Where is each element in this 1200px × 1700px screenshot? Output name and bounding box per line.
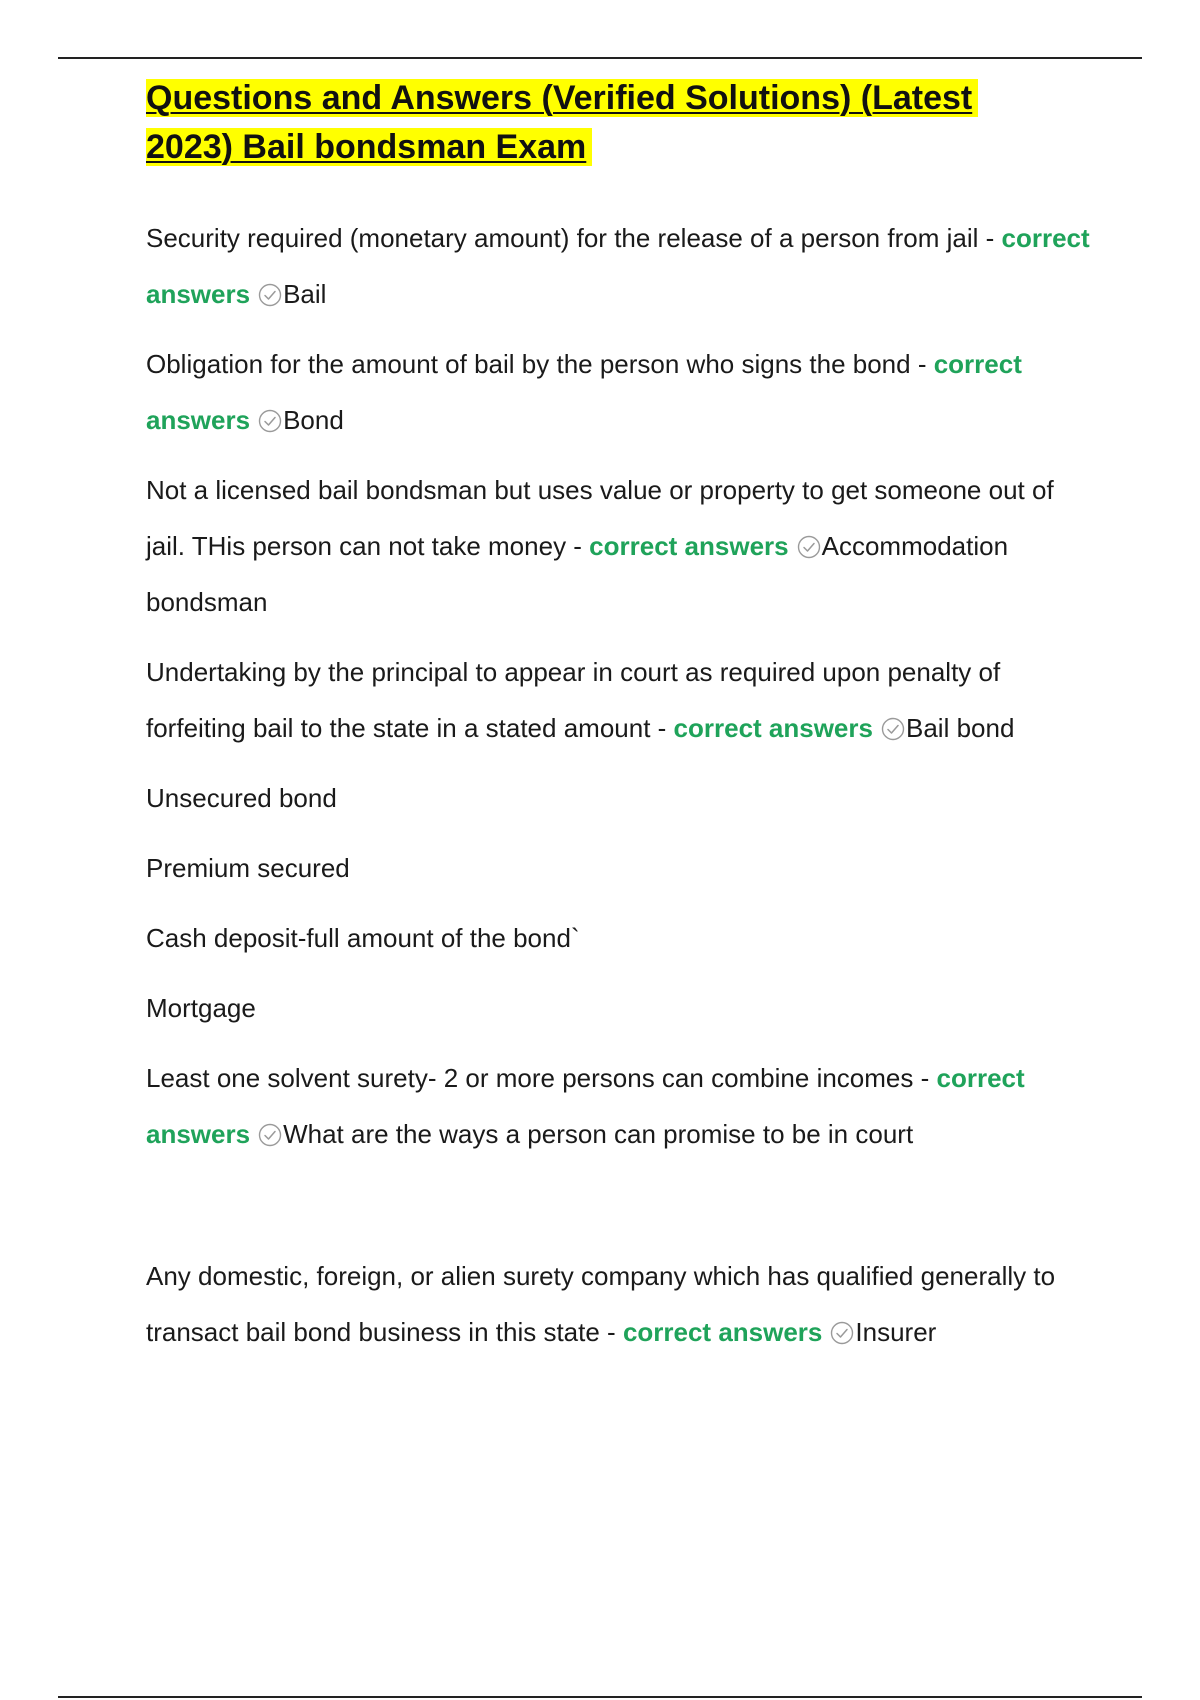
list-line: Unsecured bond xyxy=(146,783,337,813)
document-page xyxy=(146,74,1096,1374)
qa-entry xyxy=(146,644,1096,756)
question-text: Undertaking by the principal to appear in court as required upon penalty of forfeiting bail to the state in a stated amount - xyxy=(146,657,1001,743)
question-text: Least one solvent surety- 2 or more persons can combine incomes - xyxy=(146,1063,937,1093)
answer-label: correct answers xyxy=(146,349,1022,435)
question-text: Not a licensed bail bondsman but uses value or property to get someone out of jail. THis person can not take money - xyxy=(146,475,1054,561)
top-rule xyxy=(58,57,1142,59)
page-title xyxy=(146,74,1096,172)
answer-text: Insurer xyxy=(855,1317,937,1347)
answer-text: Bond xyxy=(283,405,344,435)
list-line: Premium secured xyxy=(146,853,350,883)
answer-label: correct answers xyxy=(673,713,873,743)
check-circle-icon xyxy=(258,409,282,433)
answer-text: Accommodation bondsman xyxy=(146,531,1009,617)
answer-text: What are the ways a person can promise to be in court xyxy=(283,1119,914,1149)
list-line: Cash deposit-full amount of the bond` xyxy=(146,923,580,953)
question-text: Any domestic, foreign, or alien surety company which has qualified generally to transact bail bond business in this state - xyxy=(146,1261,1056,1347)
check-circle-icon xyxy=(258,283,282,307)
qa-entry xyxy=(146,462,1096,630)
bottom-rule xyxy=(58,1696,1142,1698)
title-line-1: Questions and Answers (Verified Solutions) (Latest xyxy=(146,79,978,117)
spacer xyxy=(146,1176,1096,1248)
answer-label: correct answers xyxy=(622,1317,823,1347)
check-circle-icon xyxy=(258,1123,282,1147)
question-text: Security required (monetary amount) for the release of a person from jail - xyxy=(146,223,1002,253)
answer-label: correct answers xyxy=(146,223,1090,309)
title-line-2: 2023) Bail bondsman Exam xyxy=(146,128,592,166)
qa-entry xyxy=(146,210,1096,322)
check-circle-icon xyxy=(881,717,905,741)
qa-entry xyxy=(146,1050,1096,1162)
qa-entry xyxy=(146,1248,1096,1360)
check-circle-icon xyxy=(797,535,821,559)
answer-label: correct answers xyxy=(146,1063,1025,1149)
question-text: Obligation for the amount of bail by the person who signs the bond - xyxy=(146,349,934,379)
qa-entry xyxy=(146,336,1096,448)
answer-text: Bail bond xyxy=(905,713,1015,743)
answer-label: correct answers xyxy=(589,531,789,561)
list-line: Mortgage xyxy=(146,993,256,1023)
check-circle-icon xyxy=(830,1321,854,1345)
answer-text: Bail xyxy=(283,279,327,309)
